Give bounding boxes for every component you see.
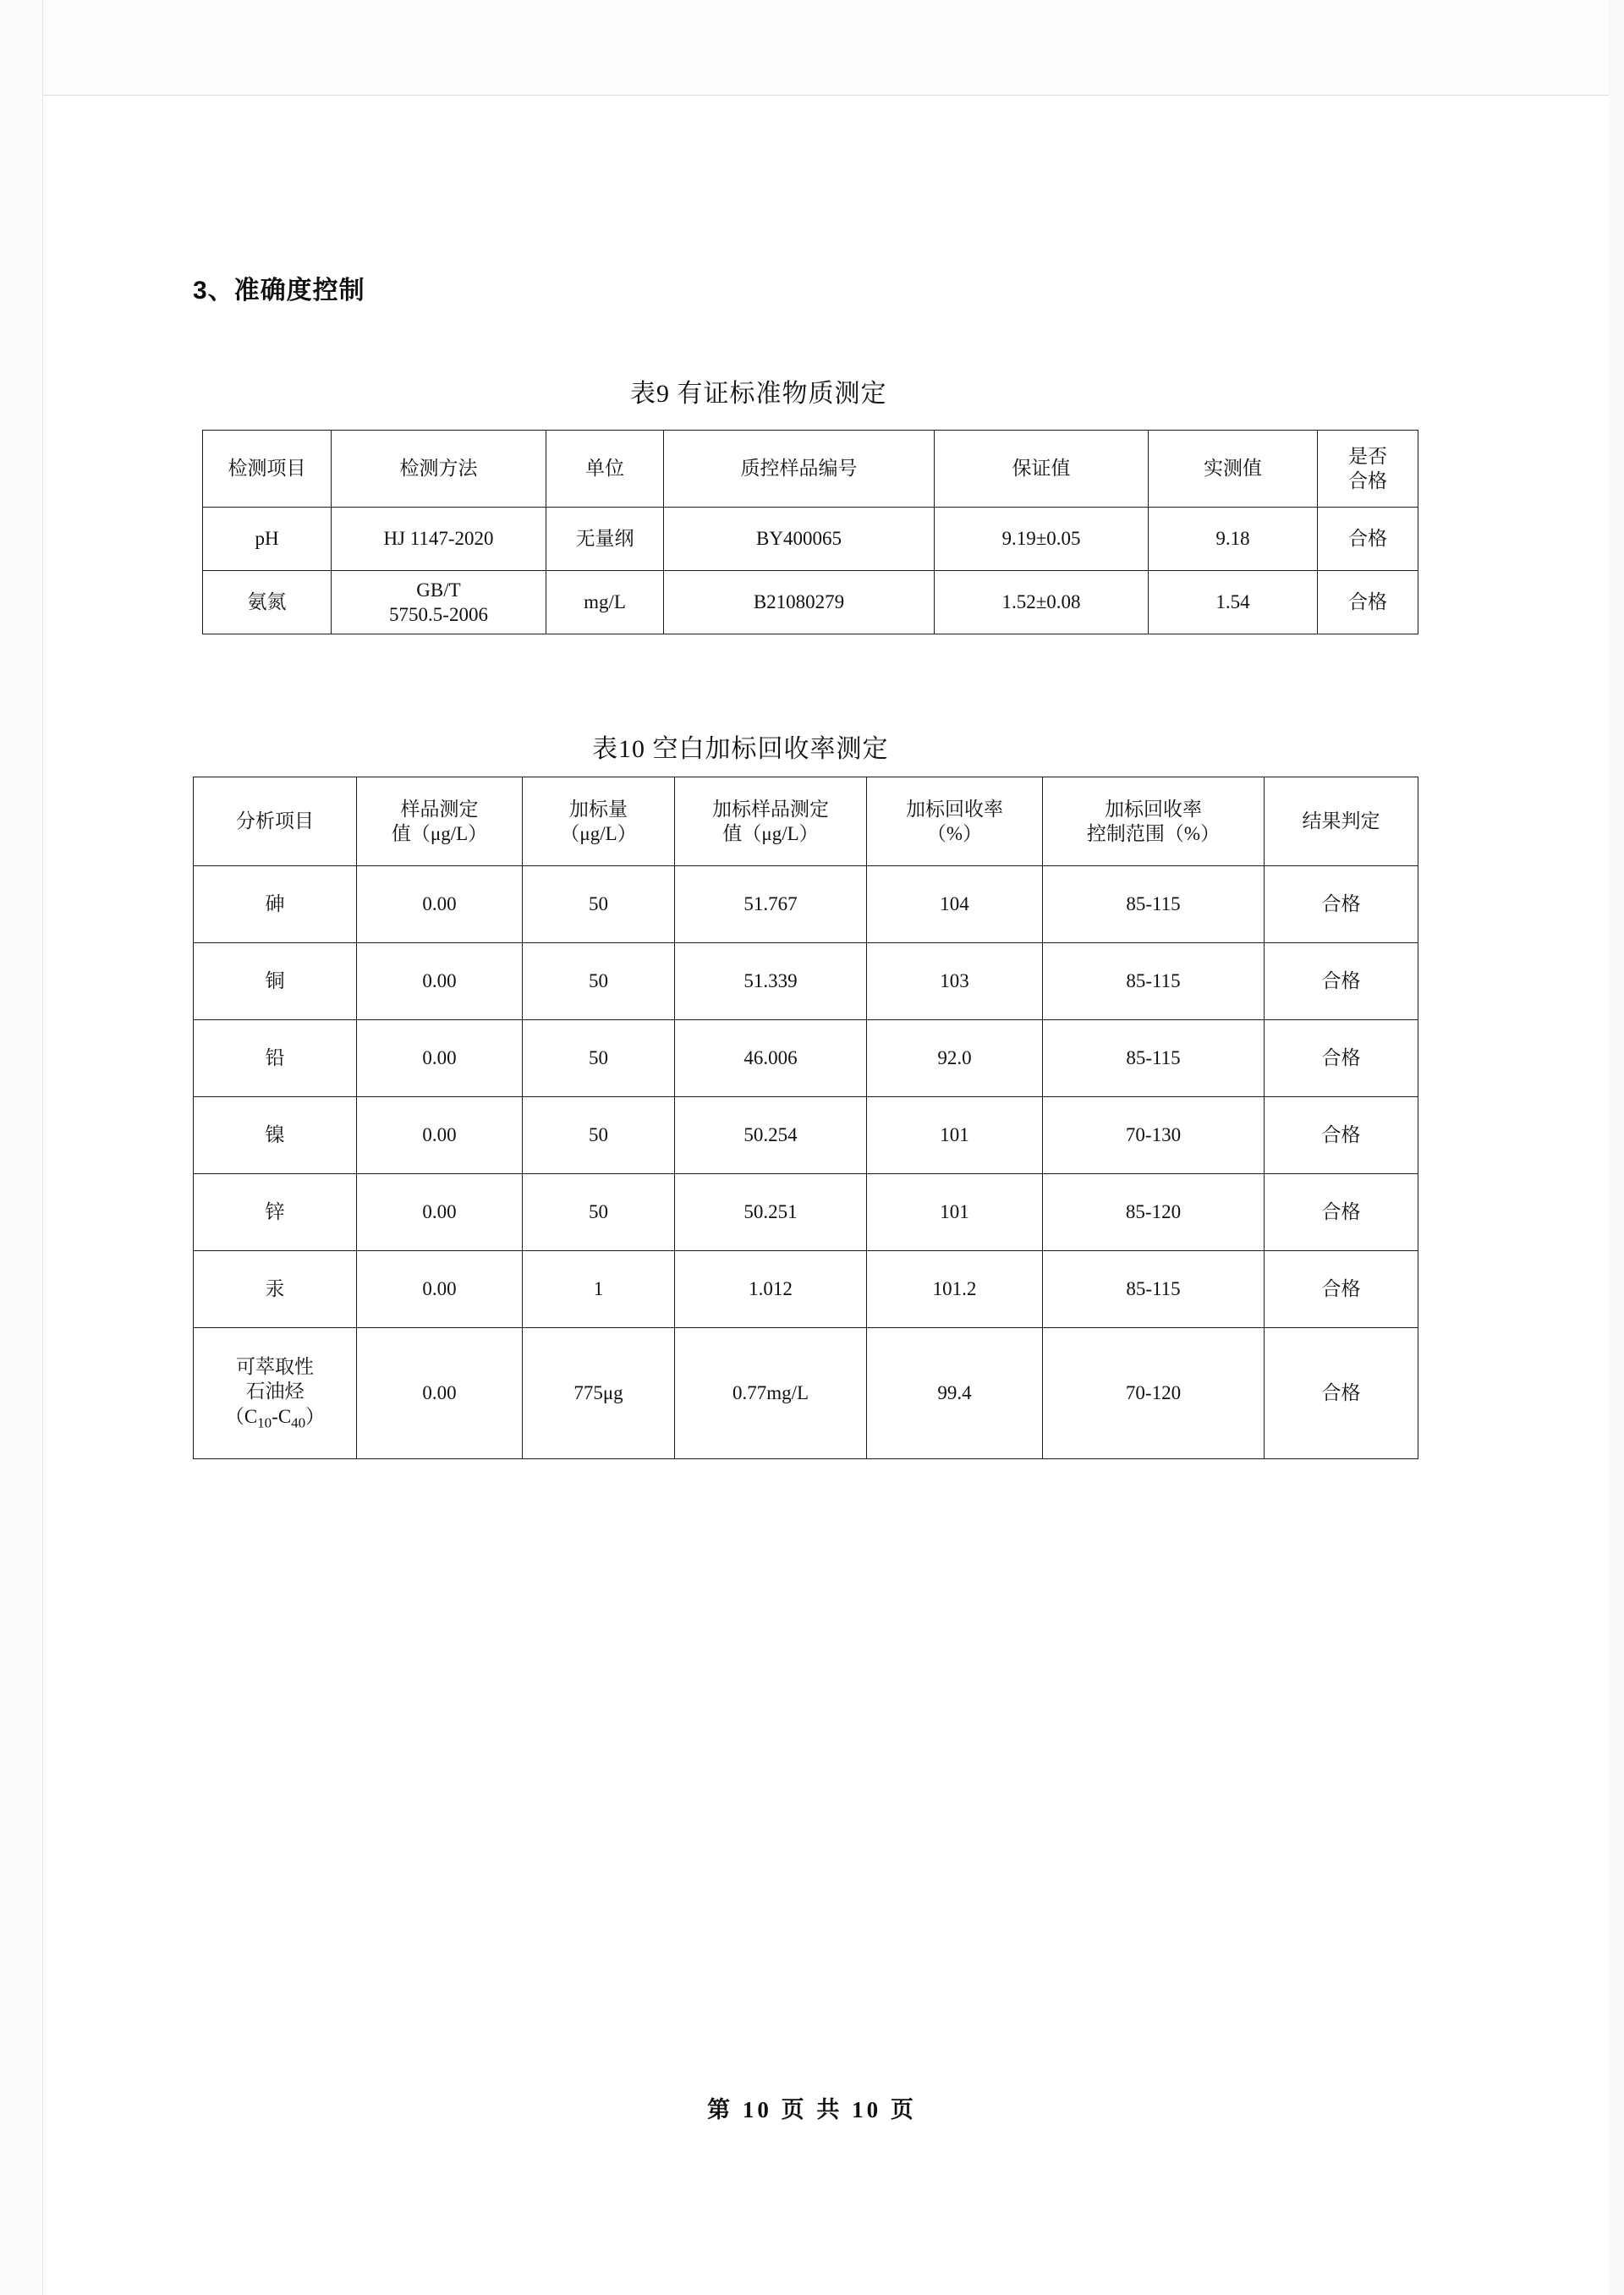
table10-cell-item: 铜 <box>194 943 357 1020</box>
table-certified-reference-material <box>202 430 1418 634</box>
table10-cell-sample-value: 0.00 <box>357 1020 523 1097</box>
table9-header-line2: 合格 <box>1348 470 1387 491</box>
scan-edge-left <box>0 0 43 2295</box>
table10-cell-recovery: 92.0 <box>867 1020 1043 1097</box>
table10-header-line2: 值（μg/L） <box>391 823 488 844</box>
table-row <box>194 1174 1418 1251</box>
table10-cell-result: 合格 <box>1265 943 1418 1020</box>
table10-cell-recovery: 101.2 <box>867 1251 1043 1328</box>
table10-cell-spiked-value: 50.254 <box>675 1097 867 1174</box>
table10-header-row <box>194 777 1418 866</box>
table9-cell-measured: 1.54 <box>1149 571 1318 634</box>
table10-cell-recovery: 101 <box>867 1174 1043 1251</box>
table9-cell-method <box>332 571 546 634</box>
table10-header-cell <box>523 777 675 866</box>
table-blank-spike-recovery <box>193 777 1418 1459</box>
table10-header-line1: 加标样品测定 <box>712 798 829 820</box>
table10-cell-control-range: 85-115 <box>1043 1251 1265 1328</box>
table10-cell-result: 合格 <box>1265 1174 1418 1251</box>
table10-header-cell <box>1043 777 1265 866</box>
table10-cell-item: 铅 <box>194 1020 357 1097</box>
table10-cell-recovery: 104 <box>867 866 1043 943</box>
table10-cell-spike-amount: 50 <box>523 866 675 943</box>
table10-cell-spiked-value: 1.012 <box>675 1251 867 1328</box>
table10-cell-spike-amount: 1 <box>523 1251 675 1328</box>
table10-cell-recovery: 99.4 <box>867 1328 1043 1459</box>
table9-cell-qualified: 合格 <box>1318 508 1418 571</box>
table10-header-cell <box>357 777 523 866</box>
table10-cell-spiked-value: 51.339 <box>675 943 867 1020</box>
scan-edge-top <box>0 0 1624 96</box>
table10-cell-result: 合格 <box>1265 866 1418 943</box>
table10-cell-sample-value: 0.00 <box>357 1328 523 1459</box>
table10-cell-spike-amount: 50 <box>523 1097 675 1174</box>
table9-header-row <box>203 431 1418 508</box>
table10-header-line2: （μg/L） <box>560 823 637 844</box>
table-row <box>194 1097 1418 1174</box>
page-footer: 第 10 页 共 10 页 <box>707 2097 917 2122</box>
table10-header-cell: 分析项目 <box>194 777 357 866</box>
table10-cell-item <box>194 1328 357 1459</box>
table10-header-line2: 值（μg/L） <box>722 823 819 844</box>
table10-header-line1: 加标回收率 <box>906 798 1003 820</box>
table10-cell-sample-value: 0.00 <box>357 866 523 943</box>
table10-cell-control-range: 85-115 <box>1043 943 1265 1020</box>
table10-header-line2: 控制范围（%） <box>1086 823 1221 844</box>
table-row <box>194 943 1418 1020</box>
table10-header-line2: （%） <box>926 823 983 844</box>
table10-cell-spike-amount: 775μg <box>523 1328 675 1459</box>
table10-cell-control-range: 70-120 <box>1043 1328 1265 1459</box>
table9-header-cell: 实测值 <box>1149 431 1318 508</box>
table10-cell-item-line3: $(C_{10}-C_{40})$ <box>224 1405 326 1431</box>
table9-cell-measured: 9.18 <box>1149 508 1318 571</box>
table10-cell-result: 合格 <box>1265 1097 1418 1174</box>
table10-cell-sample-value: 0.00 <box>357 943 523 1020</box>
table10-cell-item-line1: 可萃取性 <box>236 1355 314 1377</box>
table10-cell-result: 合格 <box>1265 1020 1418 1097</box>
table10-cell-control-range: 85-115 <box>1043 866 1265 943</box>
official-stamp <box>1429 1062 1624 1273</box>
table10-header-cell <box>867 777 1043 866</box>
table10-cell-item: 砷 <box>194 866 357 943</box>
table-row <box>203 571 1418 634</box>
table9-cell-guaranteed: 1.52±0.08 <box>935 571 1149 634</box>
table10-cell-sample-value: 0.00 <box>357 1251 523 1328</box>
table10-cell-result: 合格 <box>1265 1251 1418 1328</box>
table9-cell-sample-no: BY400065 <box>664 508 935 571</box>
table9-cell-item: 氨氮 <box>203 571 332 634</box>
table9-cell-guaranteed: 9.19±0.05 <box>935 508 1149 571</box>
table9-header-cell: 质控样品编号 <box>664 431 935 508</box>
table9-header-cell: 保证值 <box>935 431 1149 508</box>
table10-cell-spiked-value: 46.006 <box>675 1020 867 1097</box>
table9-header-cell: 检测项目 <box>203 431 332 508</box>
table10-cell-spike-amount: 50 <box>523 1174 675 1251</box>
table10-header-cell: 结果判定 <box>1265 777 1418 866</box>
table10-cell-recovery: 101 <box>867 1097 1043 1174</box>
table9-cell-method-line2: 5750.5-2006 <box>389 604 488 625</box>
table10-cell-sample-value: 0.00 <box>357 1097 523 1174</box>
table-row <box>194 866 1418 943</box>
table9-header-cell: 检测方法 <box>332 431 546 508</box>
table10-cell-control-range: 85-115 <box>1043 1020 1265 1097</box>
table-row <box>203 508 1418 571</box>
table9-cell-sample-no: B21080279 <box>664 571 935 634</box>
table9-header-line1: 是否 <box>1348 445 1387 467</box>
table10-cell-recovery: 103 <box>867 943 1043 1020</box>
table-row <box>194 1020 1418 1097</box>
table9-cell-qualified: 合格 <box>1318 571 1418 634</box>
table10-cell-item: 锌 <box>194 1174 357 1251</box>
section-heading: 3、准确度控制 <box>193 277 365 305</box>
table9-cell-method: HJ 1147-2020 <box>332 508 546 571</box>
table10-cell-control-range: 85-120 <box>1043 1174 1265 1251</box>
table10-header-line1: 加标量 <box>569 798 628 820</box>
table9-cell-unit: 无量纲 <box>546 508 664 571</box>
table10-cell-spiked-value: 0.77mg/L <box>675 1328 867 1459</box>
table9-header-cell <box>1318 431 1418 508</box>
table10-cell-item-line2: 石油烃 <box>245 1381 304 1403</box>
table9-cell-method-line1: GB/T <box>416 579 461 601</box>
table-row <box>194 1251 1418 1328</box>
table10-caption: 表10 空白加标回收率测定 <box>592 735 889 763</box>
table10-cell-item: 汞 <box>194 1251 357 1328</box>
table9-cell-item: pH <box>203 508 332 571</box>
table10-cell-spike-amount: 50 <box>523 1020 675 1097</box>
table10-cell-spike-amount: 50 <box>523 943 675 1020</box>
table9-cell-unit: mg/L <box>546 571 664 634</box>
table10-cell-sample-value: 0.00 <box>357 1174 523 1251</box>
table10-cell-control-range: 70-130 <box>1043 1097 1265 1174</box>
table9-header-cell: 单位 <box>546 431 664 508</box>
table9-caption: 表9 有证标准物质测定 <box>630 380 887 408</box>
table10-cell-spiked-value: 50.251 <box>675 1174 867 1251</box>
table10-header-line1: 样品测定 <box>400 798 479 820</box>
table-row <box>194 1328 1418 1459</box>
table10-header-line1: 加标回收率 <box>1105 798 1202 820</box>
table10-cell-spiked-value: 51.767 <box>675 866 867 943</box>
table10-cell-item: 镍 <box>194 1097 357 1174</box>
table10-cell-result: 合格 <box>1265 1328 1418 1459</box>
table10-header-cell <box>675 777 867 866</box>
